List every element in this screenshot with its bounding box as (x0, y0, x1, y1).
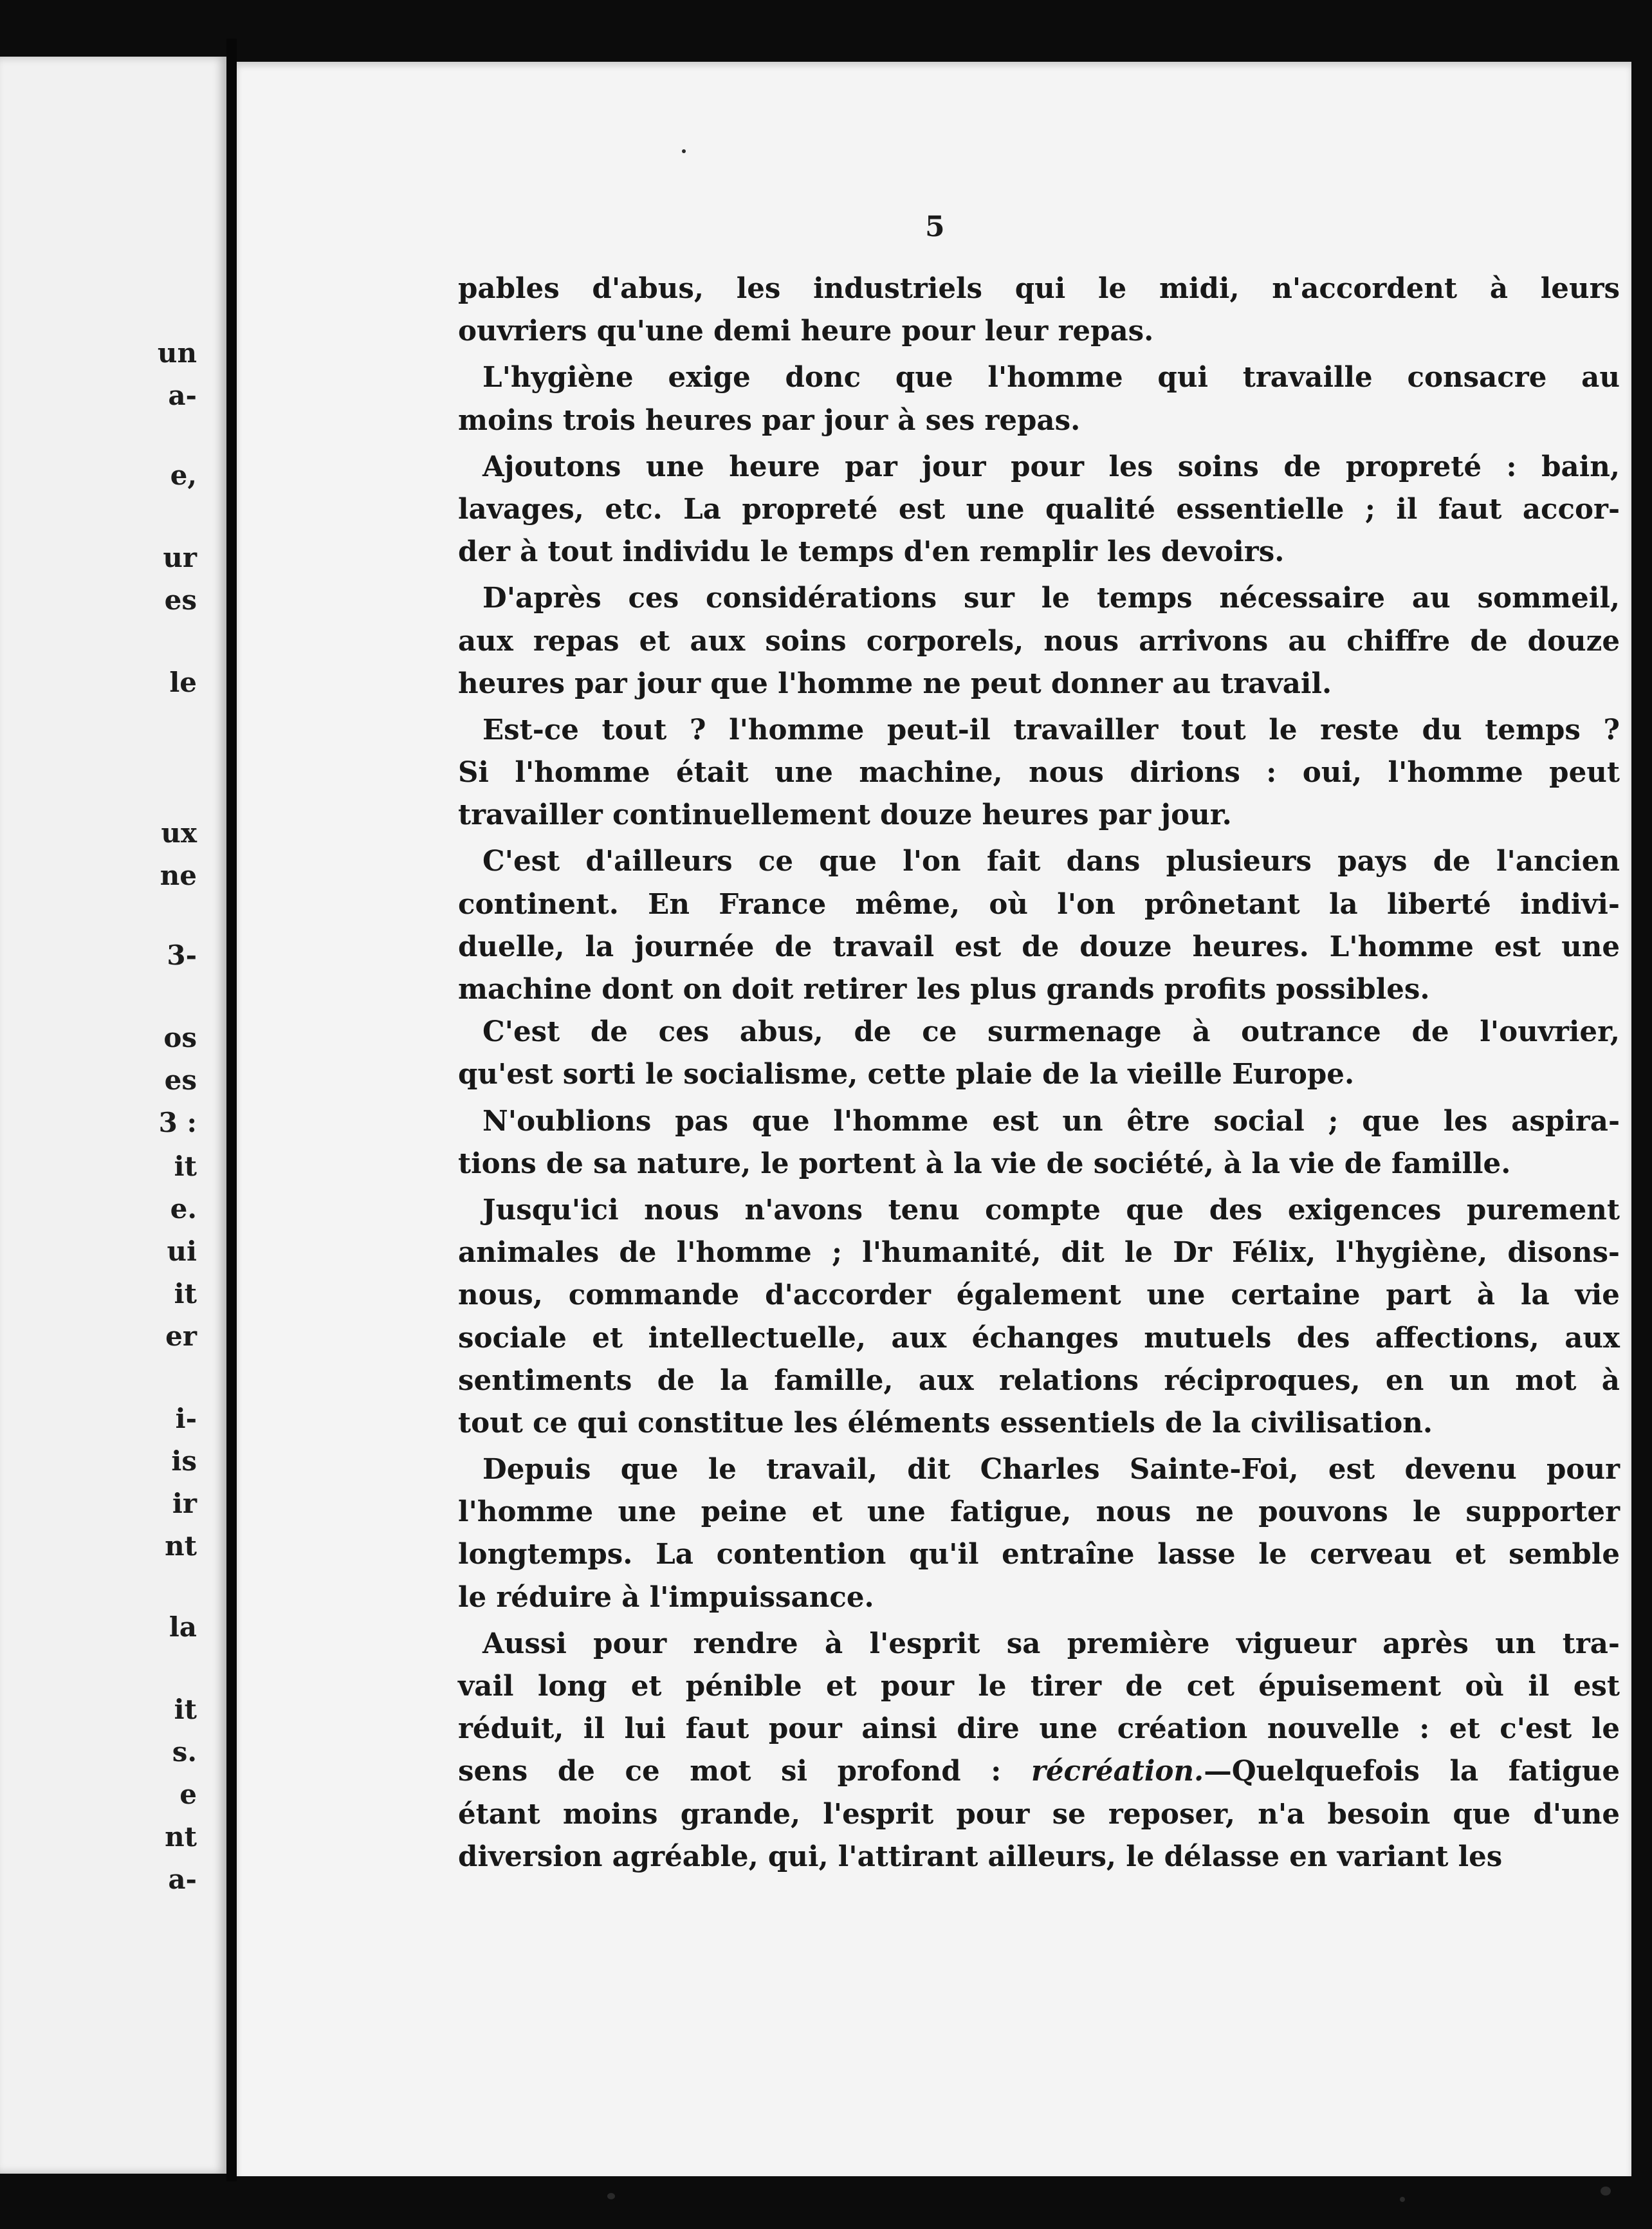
margin-fragment: er (165, 1320, 197, 1352)
text-line: machine dont on doit retirer les plus grands profits possibles. (458, 973, 1430, 1006)
text-line: pables d'abus, les industriels qui le midi, n'accordent à leurs (458, 272, 1620, 305)
page-body-text (458, 268, 1620, 1878)
text-line: N'oublions pas que l'homme est un être social ; que les aspira- (482, 1104, 1620, 1138)
text-line: Aussi pour rendre à l'esprit sa première vigueur après un tra- (482, 1627, 1620, 1660)
margin-fragment: un (157, 337, 197, 369)
margin-fragment: es (164, 1064, 197, 1096)
text-line: vail long et pénible et pour le tirer de cet épuisement où il est (458, 1670, 1620, 1703)
margin-fragment: it (174, 1151, 197, 1182)
margin-fragment: le (169, 667, 197, 698)
text-line: der à tout individu le temps d'en remplir les devoirs. (458, 535, 1285, 569)
text-line: longtemps. La contention qu'il entraîne lasse le cerveau et semble (458, 1538, 1620, 1571)
margin-fragment: nt (165, 1530, 197, 1562)
text-line: heures par jour que l'homme ne peut donner au travail. (458, 667, 1332, 700)
text-line: Ajoutons une heure par jour pour les soins de propreté : bain, (482, 450, 1620, 483)
text-line: sociale et intellectuelle, aux échanges mutuels des affections, aux (458, 1321, 1620, 1355)
text-line: le réduire à l'impuissance. (458, 1580, 874, 1614)
text-line: C'est de ces abus, de ce surmenage à outrance de l'ouvrier, (482, 1015, 1620, 1049)
text-line: qu'est sorti le socialisme, cette plaie de la vieille Europe. (458, 1058, 1355, 1091)
text-line: aux repas et aux soins corporels, nous arrivons au chiffre de douze (458, 624, 1620, 658)
text-line: continent. En France même, où l'on prônetant la liberté indivi- (458, 887, 1620, 921)
margin-fragment: ui (167, 1235, 197, 1267)
text-line: Est-ce tout ? l'homme peut-il travailler tout le reste du temps ? (482, 713, 1620, 746)
margin-fragment: os (163, 1022, 197, 1053)
margin-fragment: it (174, 1278, 197, 1309)
text-line: l'homme une peine et une fatigue, nous ne pouvons le supporter (458, 1495, 1620, 1529)
margin-fragment: it (174, 1694, 197, 1725)
text-line: étant moins grande, l'esprit pour se reposer, n'a besoin que d'une (458, 1797, 1620, 1831)
paper-speck (1601, 2187, 1611, 2196)
text-line: travailler continuellement douze heures par jour. (458, 799, 1232, 832)
text-line: moins trois heures par jour à ses repas. (458, 403, 1081, 437)
previous-page-text-fragments (0, 57, 226, 2174)
text-line: lavages, etc. La propreté est une qualité essentielle ; il faut accor- (458, 492, 1620, 526)
previous-page (0, 57, 226, 2174)
paper-speck (607, 2193, 615, 2199)
margin-fragment: 3 : (158, 1107, 197, 1138)
current-page (237, 62, 1631, 2176)
text-line: sens de ce mot si profond : récréation.—Quelquefois la fatigue (458, 1755, 1620, 1788)
margin-fragment: s. (172, 1736, 197, 1768)
margin-fragment: es (164, 584, 197, 616)
text-line: ouvriers qu'une demi heure pour leur repas. (458, 315, 1154, 348)
margin-fragment: ux (161, 817, 197, 849)
margin-fragment: e, (170, 459, 197, 491)
margin-fragment: a- (168, 1864, 197, 1895)
margin-fragment: ir (172, 1488, 197, 1519)
text-line: Si l'homme était une machine, nous dirions : oui, l'homme peut (458, 756, 1620, 790)
margin-fragment: i- (175, 1403, 197, 1434)
italic-word: récréation. (1031, 1755, 1204, 1788)
margin-fragment: e (179, 1779, 197, 1810)
text-line: tout ce qui constitue les éléments essentiels de la civilisation. (458, 1406, 1433, 1439)
text-line: nous, commande d'accorder également une certaine part à la vie (458, 1279, 1620, 1312)
text-line: tions de sa nature, le portent à la vie de société, à la vie de famille. (458, 1147, 1511, 1180)
text-line: C'est d'ailleurs ce que l'on fait dans plusieurs pays de l'ancien (482, 845, 1620, 878)
margin-fragment: ur (163, 542, 197, 573)
text-line: duelle, la journée de travail est de douze heures. L'homme est une (458, 930, 1620, 963)
margin-fragment: is (171, 1445, 197, 1477)
text-line: Jusqu'ici nous n'avons tenu compte que des exigences purement (482, 1193, 1620, 1226)
margin-fragment: nt (165, 1821, 197, 1853)
book-gutter (226, 39, 237, 2181)
text-line: animales de l'homme ; l'humanité, dit le Dr Félix, l'hygiène, disons- (458, 1236, 1620, 1270)
text-line: D'après ces considérations sur le temps nécessaire au sommeil, (482, 582, 1620, 615)
paper-speck (682, 149, 686, 153)
text-line: Depuis que le travail, dit Charles Sainte-Foi, est devenu pour (482, 1453, 1620, 1486)
text-line: réduit, il lui faut pour ainsi dire une création nouvelle : et c'est le (458, 1712, 1620, 1746)
page-number: 5 (925, 210, 945, 243)
margin-fragment: ne (160, 860, 197, 891)
margin-fragment: e. (170, 1193, 197, 1225)
paper-speck (1400, 2197, 1405, 2202)
margin-fragment: la (169, 1611, 197, 1643)
margin-fragment: 3- (167, 939, 197, 971)
text-line: diversion agréable, qui, l'attirant ailleurs, le délasse en variant les (458, 1840, 1503, 1873)
text-line: L'hygiène exige donc que l'homme qui travaille consacre au (482, 361, 1620, 394)
text-line: sentiments de la famille, aux relations réciproques, en un mot à (458, 1364, 1620, 1397)
margin-fragment: a- (168, 380, 197, 411)
